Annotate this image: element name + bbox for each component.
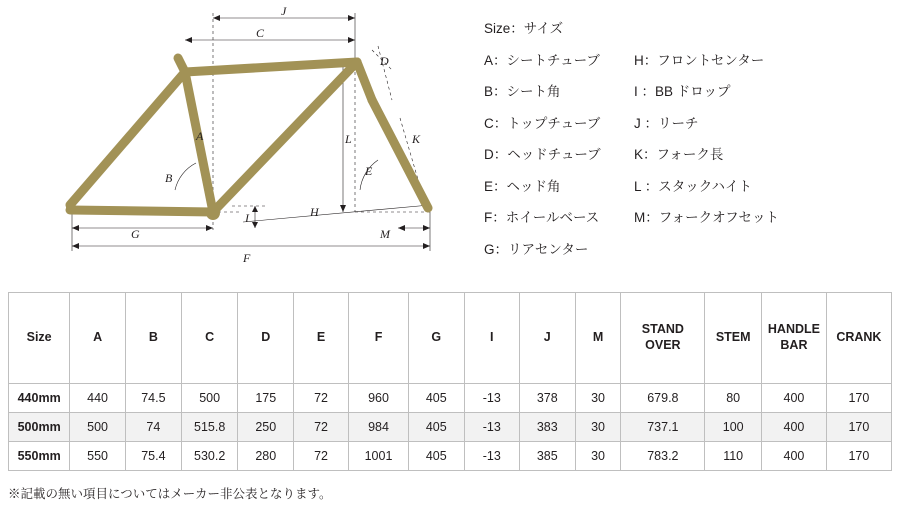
cell-size: 440mm: [9, 384, 70, 413]
cell-a: 440: [70, 384, 126, 413]
legend-item-b: B：シート角: [484, 84, 561, 99]
cell-size: 500mm: [9, 413, 70, 442]
cell-b: 75.4: [125, 442, 181, 471]
col-header-i: I: [464, 293, 519, 384]
cell-standover: 783.2: [621, 442, 705, 471]
footnote: ※記載の無い項目についてはメーカー非公表となります。: [8, 487, 332, 501]
diagram-label-C: C: [256, 26, 265, 40]
legend-item-h: H：フロントセンター: [634, 52, 765, 68]
diagram-label-B: B: [165, 171, 173, 185]
geometry-spec-table: [8, 292, 892, 471]
col-header-a: A: [70, 293, 126, 384]
col-header-d: D: [238, 293, 294, 384]
diagram-label-E: E: [365, 164, 373, 178]
cell-e: 72: [294, 384, 349, 413]
diagram-label-D: D: [380, 54, 389, 68]
cell-f: 984: [349, 413, 409, 442]
cell-j: 378: [519, 384, 575, 413]
diagram-label-G: G: [131, 227, 140, 241]
col-header-b: B: [125, 293, 181, 384]
cell-handlebar: 400: [762, 413, 827, 442]
diagram-label-A: A: [196, 129, 204, 143]
col-header-m: M: [575, 293, 621, 384]
cell-b: 74: [125, 413, 181, 442]
legend-item-c: C：トップチューブ: [484, 115, 601, 131]
cell-crank: 170: [826, 384, 891, 413]
legend-item-e: E：ヘッド角: [484, 178, 561, 194]
cell-f: 960: [349, 384, 409, 413]
legend-item-g: G：リアセンター: [484, 241, 589, 257]
col-header-j: J: [519, 293, 575, 384]
cell-i: -13: [464, 442, 519, 471]
cell-e: 72: [294, 413, 349, 442]
legend-row: [484, 85, 884, 99]
cell-b: 74.5: [125, 384, 181, 413]
legend-item-k: K：フォーク長: [634, 147, 724, 162]
col-header-standover: STAND OVER: [621, 293, 705, 384]
legend-item-d: D：ヘッドチューブ: [484, 147, 601, 162]
diagram-label-M: M: [380, 227, 390, 241]
legend-row: [484, 243, 884, 257]
bicycle-geometry-diagram: [0, 0, 470, 285]
diagram-label-L: L: [345, 132, 352, 146]
cell-stem: 80: [705, 384, 762, 413]
col-header-crank: CRANK: [826, 293, 891, 384]
cell-g: 405: [408, 384, 464, 413]
cell-g: 405: [408, 413, 464, 442]
cell-handlebar: 400: [762, 384, 827, 413]
legend-row: [484, 54, 884, 68]
cell-c: 530.2: [181, 442, 238, 471]
cell-i: -13: [464, 384, 519, 413]
legend-row: [484, 117, 884, 131]
cell-j: 385: [519, 442, 575, 471]
col-header-handlebar: HANDLE BAR: [762, 293, 827, 384]
table-row: [9, 442, 892, 471]
frame-tubes: [70, 58, 428, 212]
diagram-label-F: F: [243, 251, 251, 265]
cell-i: -13: [464, 413, 519, 442]
cell-e: 72: [294, 442, 349, 471]
cell-standover: 679.8: [621, 384, 705, 413]
table-row: [9, 384, 892, 413]
col-header-c: C: [181, 293, 238, 384]
col-header-e: E: [294, 293, 349, 384]
cell-c: 500: [181, 384, 238, 413]
cell-a: 550: [70, 442, 126, 471]
diagram-label-K: K: [412, 132, 421, 146]
cell-d: 175: [238, 384, 294, 413]
table-header-row: [9, 293, 892, 384]
legend-item-i: I ：BB ドロップ: [634, 84, 731, 99]
cell-stem: 100: [705, 413, 762, 442]
cell-size: 550mm: [9, 442, 70, 471]
cell-d: 250: [238, 413, 294, 442]
cell-j: 383: [519, 413, 575, 442]
legend-title: Size：サイズ: [484, 21, 564, 36]
cell-f: 1001: [349, 442, 409, 471]
legend-item-f: F：ホイールベース: [484, 210, 600, 225]
cell-d: 280: [238, 442, 294, 471]
col-header-g: G: [408, 293, 464, 384]
legend-item-j: J ：リーチ: [634, 115, 699, 131]
table-row: [9, 413, 892, 442]
cell-crank: 170: [826, 413, 891, 442]
cell-g: 405: [408, 442, 464, 471]
cell-handlebar: 400: [762, 442, 827, 471]
legend-row: [484, 180, 884, 194]
legend-item-m: M：フォークオフセット: [634, 210, 780, 225]
legend-row: [484, 148, 884, 162]
diagram-label-H: H: [310, 205, 319, 219]
cell-stem: 110: [705, 442, 762, 471]
cell-m: 30: [575, 442, 621, 471]
cell-standover: 737.1: [621, 413, 705, 442]
legend: [484, 22, 884, 274]
cell-m: 30: [575, 413, 621, 442]
legend-item-a: A：シートチューブ: [484, 52, 600, 68]
legend-item-blank: [634, 243, 864, 257]
legend-item-l: L ：スタックハイト: [634, 178, 752, 194]
col-header-size: Size: [9, 293, 70, 384]
diagram-label-I: I: [245, 211, 249, 225]
diagram-label-J: J: [281, 4, 287, 18]
cell-m: 30: [575, 384, 621, 413]
cell-a: 500: [70, 413, 126, 442]
cell-c: 515.8: [181, 413, 238, 442]
col-header-stem: STEM: [705, 293, 762, 384]
cell-crank: 170: [826, 442, 891, 471]
col-header-f: F: [349, 293, 409, 384]
legend-row: [484, 211, 884, 225]
